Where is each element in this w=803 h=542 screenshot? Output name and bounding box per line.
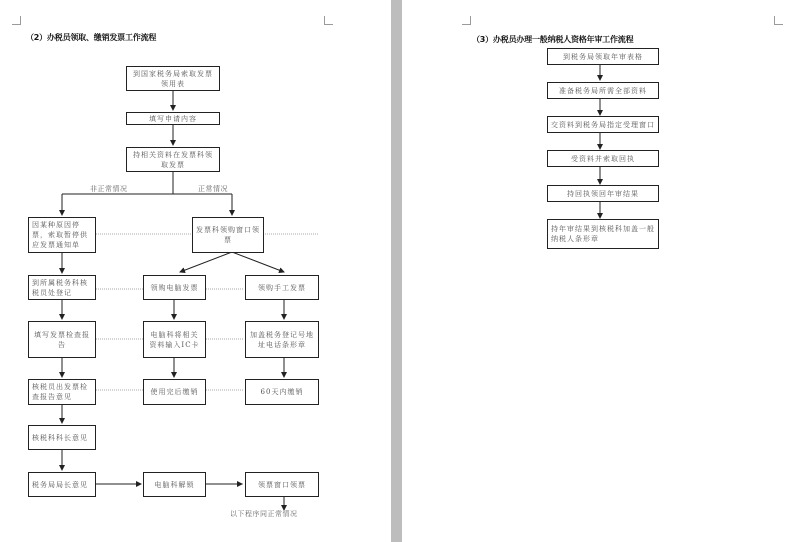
section-title: （3）办税员办理一般纳税人资格年审工作流程 bbox=[472, 35, 634, 44]
flow-step: 持相关资料在发票科领取发票 bbox=[126, 147, 220, 172]
flow-step: 持回执领回年审结果 bbox=[547, 185, 659, 202]
branch-label-abnormal: 非正常情况 bbox=[90, 185, 128, 193]
document-page-right bbox=[402, 0, 803, 542]
flow-step: 持年审结果到核税科加盖一般纳税人条形章 bbox=[547, 219, 659, 249]
flow-step: 到所属税务科核税员处登记 bbox=[28, 275, 96, 300]
flow-step: 核税员出发票检查报告意见 bbox=[28, 379, 96, 405]
section-title: （2）办税员领取、缴销发票工作流程 bbox=[26, 33, 157, 42]
flow-step: 使用完后缴销 bbox=[143, 379, 206, 405]
flow-step: 因某种原因停票，索取暂停供应发票通知单 bbox=[28, 217, 96, 253]
flow-step: 填写发票检查报告 bbox=[28, 321, 96, 358]
flow-step: 领购手工发票 bbox=[245, 275, 319, 300]
flow-step: 领购电脑发票 bbox=[143, 275, 206, 300]
flow-step: 税务局局长意见 bbox=[28, 472, 96, 497]
flow-step: 电脑科解锁 bbox=[143, 472, 206, 497]
flow-step: 60天内缴销 bbox=[245, 379, 319, 405]
flow-step: 受资料并索取回执 bbox=[547, 150, 659, 167]
branch-label-normal: 正常情况 bbox=[198, 185, 228, 193]
flow-step: 领票窗口领票 bbox=[245, 472, 319, 497]
flow-step: 发票科领购窗口领票 bbox=[192, 217, 264, 253]
flow-step: 准备税务局所需全部资料 bbox=[547, 82, 659, 99]
flow-step: 交资料到税务局指定受理窗口 bbox=[547, 116, 659, 133]
flow-step: 电脑科将相关资料输入IC卡 bbox=[143, 321, 206, 358]
flow-step: 填写申请内容 bbox=[126, 112, 220, 125]
flow-step: 到国家税务局索取发票领用表 bbox=[126, 66, 220, 91]
flow-step: 到税务局领取年审表格 bbox=[547, 48, 659, 65]
footer-note: 以下程序同正常情况 bbox=[230, 510, 298, 518]
document-page-left bbox=[0, 0, 391, 542]
flow-step: 核税科科长意见 bbox=[28, 425, 96, 450]
flow-step: 加盖税务登记号地址电话条形章 bbox=[245, 321, 319, 358]
page-gutter bbox=[391, 0, 402, 542]
